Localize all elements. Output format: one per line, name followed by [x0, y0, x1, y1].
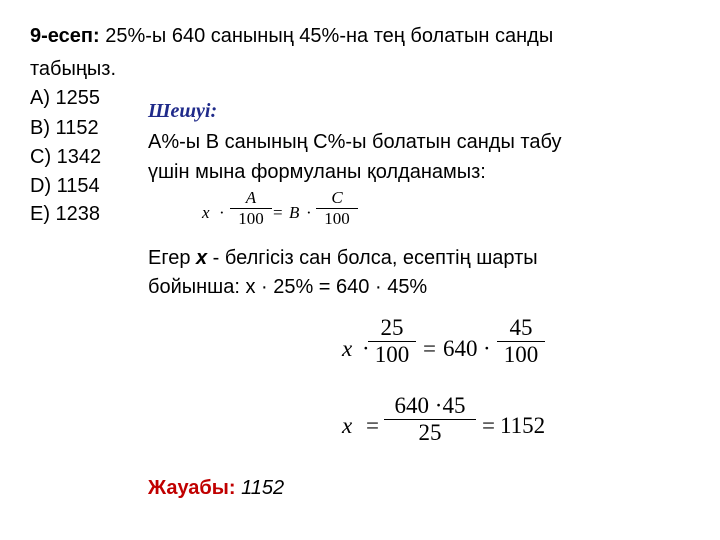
- formula-den-a: 100: [238, 209, 264, 228]
- eq1-mid: 640: [443, 336, 478, 361]
- formula-num-c: C: [331, 188, 343, 207]
- eq1-x: x: [342, 336, 353, 361]
- eq1-equals: =: [423, 336, 436, 361]
- condition-x: x: [196, 247, 208, 269]
- formula-dot2: ·: [306, 203, 312, 222]
- option-c: C) 1342: [30, 146, 102, 168]
- eq1-fraction-left: [368, 315, 416, 368]
- eq1-fraction-right: [497, 315, 545, 368]
- option-a: A) 1255: [30, 87, 101, 109]
- problem-label: 9-есеп:: [30, 25, 100, 47]
- eq2-num: 640 ·45: [394, 393, 466, 418]
- eq2-result: 1152: [500, 413, 546, 438]
- answer-label: Жауабы:: [148, 477, 236, 499]
- problem-text-line2: табыңыз.: [30, 58, 117, 80]
- eq1-den-left: 100: [374, 342, 410, 367]
- formula-x: x: [202, 203, 210, 222]
- eq2-den: 25: [418, 420, 442, 445]
- eq1-num-right: 45: [509, 315, 533, 340]
- eq1-dot1: ·: [362, 336, 370, 361]
- solution-line1: A%-ы B санының С%-ы болатын санды табу: [148, 131, 562, 153]
- eq1-den-right: 100: [503, 342, 539, 367]
- formula-den-c: 100: [324, 209, 350, 228]
- option-b: B) 1152: [30, 117, 99, 139]
- solution-heading: Шешуі:: [148, 100, 218, 122]
- eq1-num-left: 25: [380, 315, 404, 340]
- formula-b: B: [289, 203, 300, 222]
- formula-fraction-c: [316, 188, 358, 229]
- option-d: D) 1154: [30, 175, 100, 197]
- eq2-fraction: [384, 393, 476, 446]
- eq2-equals-1: =: [366, 413, 379, 438]
- eq2-equals-2: =: [482, 413, 495, 438]
- problem-statement: [30, 24, 553, 48]
- answer-value: 1152: [235, 477, 285, 499]
- eq2-x: x: [342, 413, 353, 438]
- condition-pre: Егер: [148, 247, 196, 269]
- problem-text-line1: 25%-ы 640 санының 45%-на тең болатын санды: [99, 25, 554, 47]
- solution-line2: үшін мына формуланы қолданамыз:: [148, 161, 486, 183]
- condition-post: - белгісіз сан болса, есептің шарты: [207, 247, 538, 269]
- formula-dot1: ·: [219, 203, 225, 222]
- answer: [148, 476, 284, 500]
- formula-fraction-a: [230, 188, 272, 229]
- eq1-dot2: ·: [483, 336, 491, 361]
- condition-line1: [148, 246, 538, 270]
- formula-num-a: A: [245, 188, 257, 207]
- formula-equals: =: [273, 203, 283, 222]
- condition-line2: бойынша: x · 25% = 640 · 45%: [148, 276, 428, 298]
- option-e: E) 1238: [30, 203, 101, 225]
